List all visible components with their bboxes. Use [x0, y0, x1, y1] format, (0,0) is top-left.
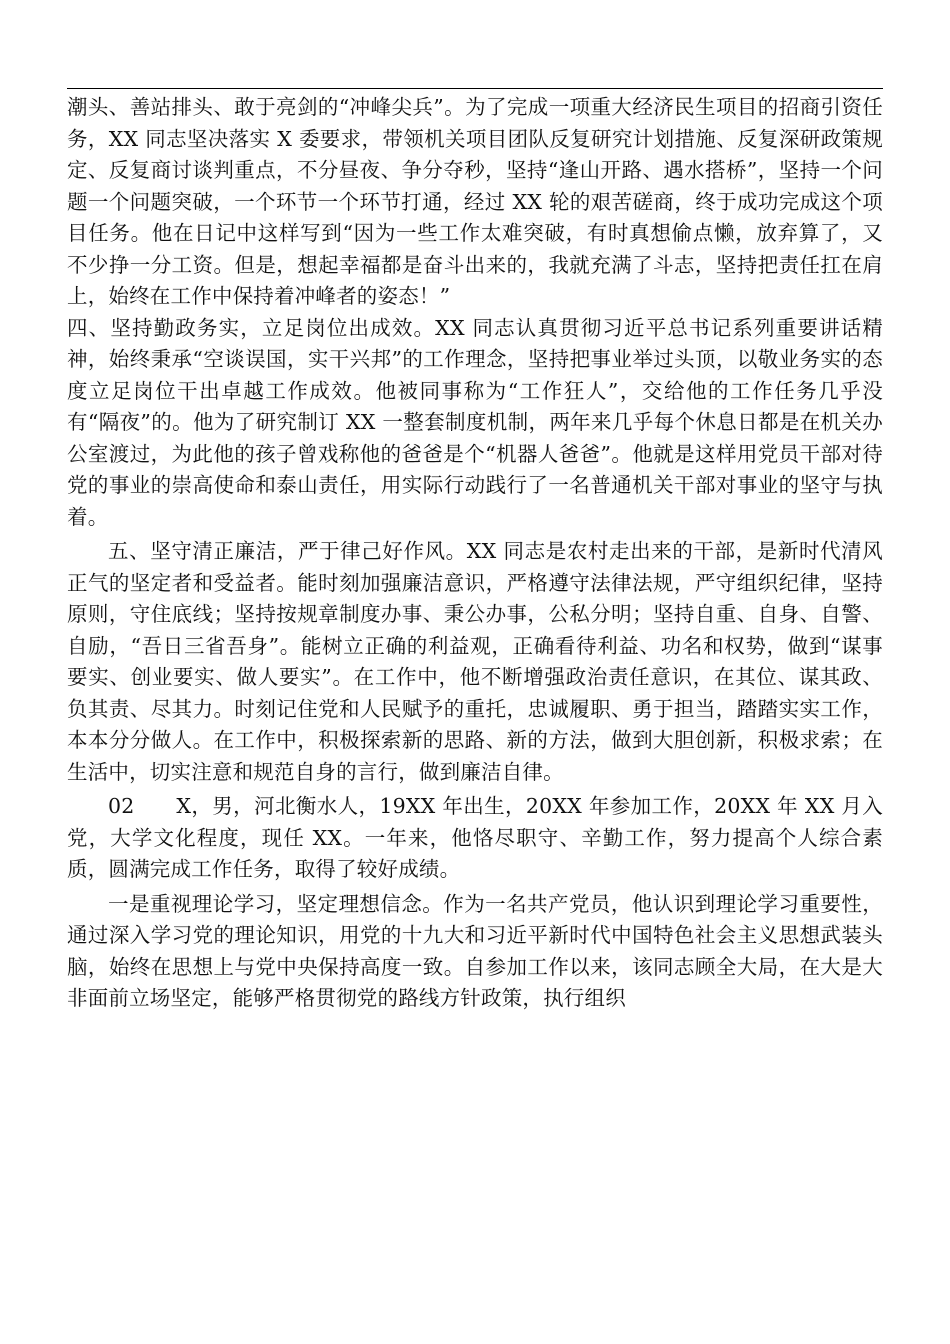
document-page [67, 0, 883, 1344]
paragraph-profile-02: 02 X，男，河北衡水人，19XX 年出生，20XX 年参加工作，20XX 年 XX 月入党，大学文化程度，现任 XX。一年来，他恪尽职守、辛勤工作，努力提高个人综合素质，圆满完成工作任务，取得了较好成绩。 [67, 794, 883, 881]
paragraph-section-four: 四、坚持勤政务实，立足岗位出成效。XX 同志认真贯彻习近平总书记系列重要讲话精神，始终秉承“空谈误国，实干兴邦”的工作理念，坚持把事业举过头顶，以敬业务实的态度立足岗位干出卓越工作成效。他被同事称为“工作狂人”，交给他的工作任务几乎没有“隔夜”的。他为了研究制订 XX 一整套制度机制，两年来几乎每个休息日都是在机关办公室渡过，为此他的孩子曾戏称他的爸爸是个“机器人爸爸”。他就是这样用党员干部对待党的事业的崇高使命和泰山责任，用实际行动践行了一名普通机关干部对事业的坚守与执着。 [67, 315, 883, 529]
document-body [67, 92, 883, 1015]
paragraph-theory-study: 一是重视理论学习，坚定理想信念。作为一名共产党员，他认识到理论学习重要性，通过深入学习党的理论知识，用党的十九大和习近平新时代中国特色社会主义思想武装头脑，始终在思想上与党中央保持高度一致。自参加工作以来，该同志顾全大局，在大是大非面前立场坚定，能够严格贯彻党的路线方针政策，执行组织 [67, 891, 883, 1010]
paragraph-continuation: 潮头、善站排头、敢于亮剑的“冲峰尖兵”。为了完成一项重大经济民生项目的招商引资任务，XX 同志坚决落实 X 委要求，带领机关项目团队反复研究计划措施、反复深研政策规定、反复商讨谈判重点，不分昼夜、争分夺秒，坚持“逢山开路、遇水搭桥”，坚持一个问题一个问题突破，一个环节一个环节打通，经过 XX 轮的艰苦磋商，终于成功完成这个项目任务。他在日记中这样写到“因为一些工作太难突破，有时真想偷点懒，放弃算了，又不少挣一分工资。但是，想起幸福都是奋斗出来的，我就充满了斗志，坚持把责任扛在肩上，始终在工作中保持着冲峰者的姿态！” [67, 95, 883, 308]
paragraph-section-five: 五、坚守清正廉洁，严于律己好作风。XX 同志是农村走出来的干部，是新时代清风正气的坚定者和受益者。能时刻加强廉洁意识，严格遵守法律法规，严守组织纪律，坚持原则，守住底线；坚持按规章制度办事、秉公办事，公私分明；坚持自重、自身、自警、自励，“吾日三省吾身”。能树立正确的利益观，正确看待利益、功名和权势，做到“谋事要实、创业要实、做人要实”。在工作中，他不断增强政治责任意识，在其位、谋其政、负其责、尽其力。时刻记住党和人民赋予的重托，忠诚履职、勇于担当，踏踏实实工作，本本分分做人。在工作中，积极探索新的思路、新的方法，做到大胆创新，积极求索；在生活中，切实注意和规范自身的言行，做到廉洁自律。 [67, 539, 883, 784]
header-rule [67, 88, 883, 89]
